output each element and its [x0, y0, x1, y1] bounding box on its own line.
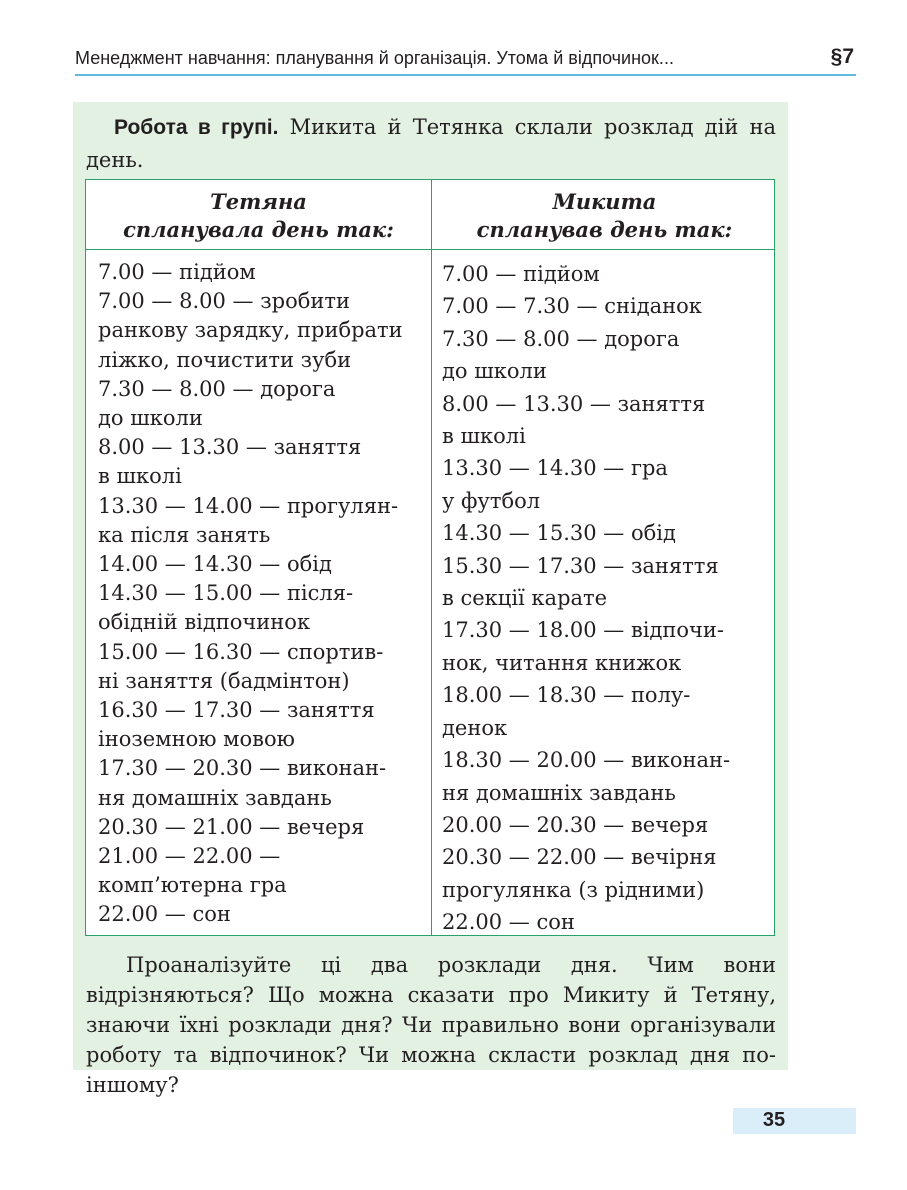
outro-paragraph: Проаналізуйте ці два розклади дня. Чим вони відрізняються? Що можна сказати про Микиту й Тетяну, знаючи їхні розклади дня? Чи правильно вони організували роботу та відпочинок? Чи можна скласти розклад дня по-іншому? — [86, 953, 776, 1097]
schedule-line: ранкову зарядку, прибрати — [98, 318, 403, 343]
schedule-table — [85, 179, 775, 936]
mykyta-header — [432, 188, 777, 244]
schedule-line: 7.30 — 8.00 — дорога — [442, 326, 680, 351]
schedule-line: 20.00 — 20.30 — вечеря — [442, 812, 709, 837]
schedule-line: 7.00 — підйом — [98, 260, 256, 284]
column-divider — [431, 180, 432, 935]
header-divider — [86, 249, 774, 250]
intro-text: Микита й Тетянка склали розклад дій на день. — [86, 115, 777, 172]
schedule-line: 8.00 — 13.30 — заняття — [442, 391, 706, 416]
schedule-line: 15.00 — 16.30 — спортив- — [98, 639, 384, 664]
schedule-line: 17.30 — 20.30 — виконан- — [98, 756, 387, 781]
tetiana-subtitle: спланувала день так: — [123, 217, 394, 242]
tetiana-schedule — [98, 258, 418, 930]
schedule-line: ні заняття (бадмінтон) — [98, 668, 350, 693]
schedule-line: до школи — [98, 406, 203, 431]
schedule-line: 21.00 — 22.00 — — [98, 844, 281, 869]
schedule-line: комп’ютерна гра — [98, 873, 287, 898]
schedule-line: 13.30 — 14.00 — прогулян- — [98, 493, 399, 518]
group-work-panel — [73, 102, 788, 1097]
schedule-line: ня домашніх завдань — [98, 785, 332, 810]
schedule-line: до школи — [442, 359, 547, 384]
mykyta-subtitle: спланував день так: — [476, 217, 733, 242]
schedule-line: в школі — [442, 424, 526, 449]
schedule-line: ліжко, почистити зуби — [98, 347, 352, 372]
schedule-line: іноземною мовою — [98, 727, 295, 752]
mykyta-name: Микита — [552, 189, 657, 214]
schedule-line: 17.30 — 18.00 — відпочи- — [442, 618, 725, 643]
tetiana-header — [86, 188, 431, 244]
schedule-line: 16.30 — 17.30 — заняття — [98, 698, 375, 723]
page-number-box — [733, 1108, 856, 1134]
intro-paragraph — [86, 111, 776, 176]
schedule-line: 14.30 — 15.00 — після- — [98, 581, 354, 606]
schedule-line: 14.30 — 15.30 — обід — [442, 521, 676, 546]
schedule-line: 13.30 — 14.30 — гра — [442, 456, 668, 481]
section-number: §7 — [830, 45, 854, 68]
mykyta-schedule — [442, 258, 768, 939]
schedule-line: нок, читання книжок — [442, 650, 682, 675]
schedule-line: 22.00 — сон — [98, 902, 231, 927]
schedule-line: денок — [442, 715, 508, 740]
schedule-line: 22.00 — сон — [442, 910, 575, 935]
schedule-line: 15.30 — 17.30 — заняття — [442, 553, 719, 578]
schedule-line: 18.00 — 18.30 — полу- — [442, 683, 691, 708]
schedule-line: 7.00 — 8.00 — зробити — [98, 289, 351, 314]
schedule-line: 7.30 — 8.00 — дорога — [98, 376, 336, 401]
schedule-line: 7.00 — підйом — [442, 262, 600, 286]
schedule-line: у футбол — [442, 488, 541, 513]
running-header — [75, 44, 856, 76]
schedule-line: ня домашніх завдань — [442, 780, 676, 805]
schedule-line: обідній відпочинок — [98, 610, 311, 635]
schedule-line: 8.00 — 13.30 — заняття — [98, 435, 362, 460]
schedule-line: ка після занять — [98, 522, 271, 547]
intro-lead: Робота в групі. — [114, 116, 279, 139]
schedule-line: 7.00 — 7.30 — сніданок — [442, 294, 702, 319]
schedule-line: 20.30 — 21.00 — вечеря — [98, 814, 365, 839]
page-number: 35 — [762, 1109, 786, 1131]
schedule-line: в секції карате — [442, 586, 608, 611]
schedule-line: прогулянка (з рідними) — [442, 877, 705, 902]
schedule-line: 18.30 — 20.00 — виконан- — [442, 748, 731, 773]
schedule-line: 20.30 — 22.00 — вечірня — [442, 845, 717, 870]
tetiana-name: Тетяна — [210, 189, 307, 214]
schedule-line: в школі — [98, 464, 182, 489]
schedule-line: 14.00 — 14.30 — обід — [98, 552, 332, 577]
chapter-title: Менеджмент навчання: планування й організація. Утома й відпочинок... — [75, 48, 674, 68]
